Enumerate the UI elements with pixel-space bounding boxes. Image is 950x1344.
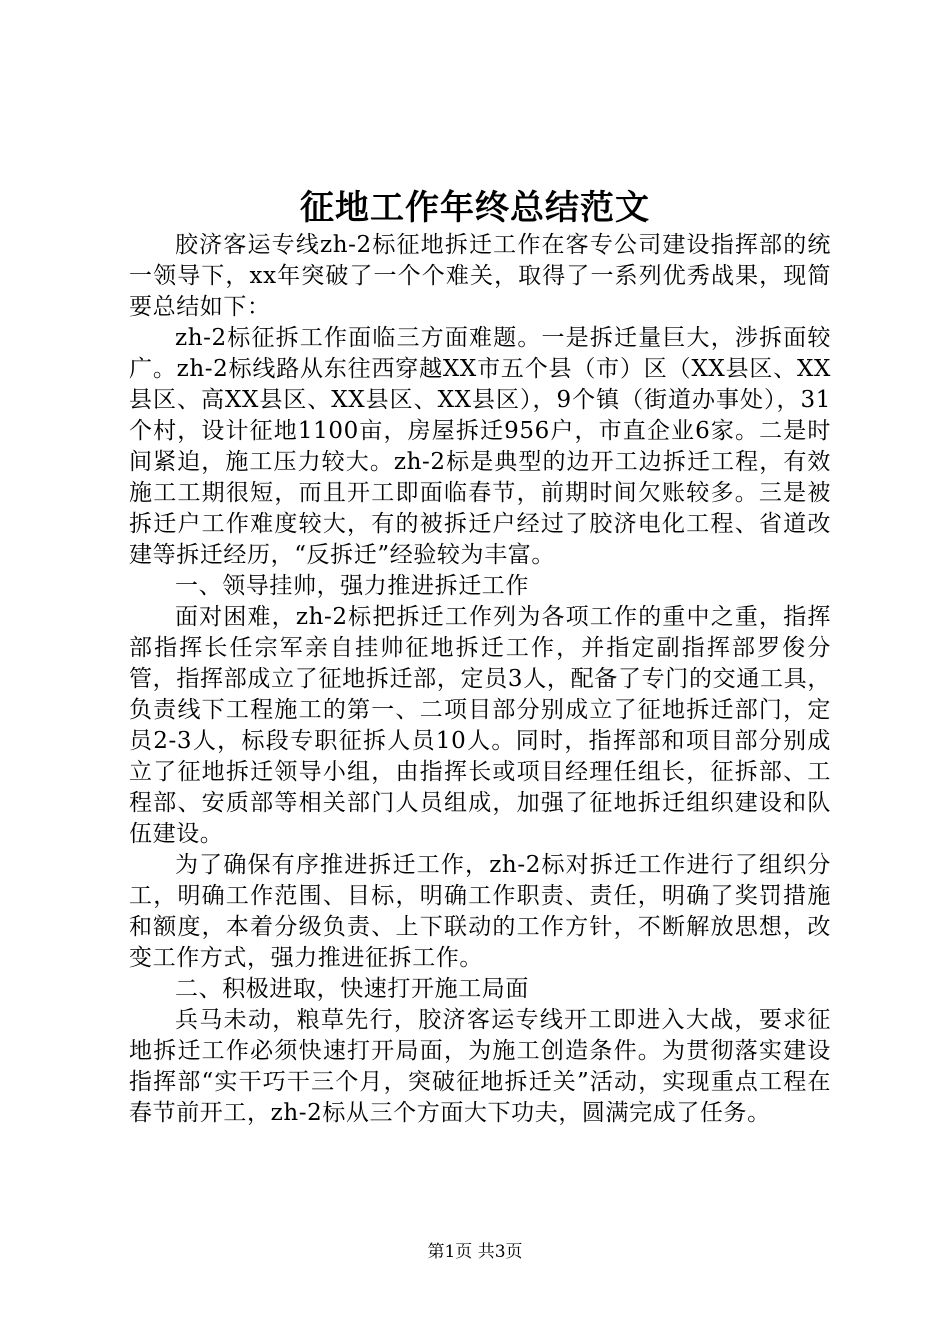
- section-1-paragraph-1: 面对困难，zh-2标把拆迁工作列为各项工作的重中之重，指挥部指挥长任宗军亲自挂帅征地拆迁工作，并指定副指挥部罗俊分管，指挥部成立了征地拆迁部，定员3人，配备了专门的交通工具，负责线下工程施工的第一、二项目部分别成立了征地拆迁部门，定员2-3人，标段专职征拆人员10人。同时，指挥部和项目部分别成立了征地拆迁领导小组，由指挥长或项目经理任组长，征拆部、工程部、安质部等相关部门人员组成，加强了征地拆迁组织建设和队伍建设。: [129, 604, 831, 847]
- section-heading-2: 二、积极进取，快速打开施工局面: [175, 976, 529, 1002]
- difficulties-paragraph: zh-2标征拆工作面临三方面难题。一是拆迁量巨大，涉拆面较广。zh-2标线路从东往西穿越XX市五个县（市）区（XX县区、XX县区、高XX县区、XX县区、XX县区），9个镇（街道办事处），31个村，设计征地1100亩，房屋拆迁956户，市直企业6家。二是时间紧迫，施工压力较大。zh-2标是典型的边开工边拆迁工程，有效施工工期很短，而且开工即面临春节，前期时间欠账较多。三是被拆迁户工作难度较大，有的被拆迁户经过了胶济电化工程、省道改建等拆迁经历，“反拆迁”经验较为丰富。: [129, 325, 831, 568]
- document-body: [129, 230, 831, 1129]
- page-number-footer: 第1页 共3页: [427, 1242, 523, 1262]
- section-heading-1: 一、领导挂帅，强力推进拆迁工作: [175, 573, 529, 599]
- document-title: 征地工作年终总结范文: [300, 188, 650, 228]
- section-1-paragraph-2: 为了确保有序推进拆迁工作，zh-2标对拆迁工作进行了组织分工，明确工作范围、目标，明确工作职责、责任，明确了奖罚措施和额度，本着分级负责、上下联动的工作方针，不断解放思想，改变工作方式，强力推进征拆工作。: [129, 852, 831, 971]
- section-2-paragraph-1: 兵马未动，粮草先行，胶济客运专线开工即进入大战，要求征地拆迁工作必须快速打开局面，为施工创造条件。为贯彻落实建设指挥部“实干巧干三个月，突破征地拆迁关”活动，实现重点工程在春节前开工，zh-2标从三个方面大下功夫，圆满完成了任务。: [129, 1007, 831, 1126]
- intro-paragraph: 胶济客运专线zh-2标征地拆迁工作在客专公司建设指挥部的统一领导下，xx年突破了一个个难关，取得了一系列优秀战果，现简要总结如下：: [129, 232, 831, 320]
